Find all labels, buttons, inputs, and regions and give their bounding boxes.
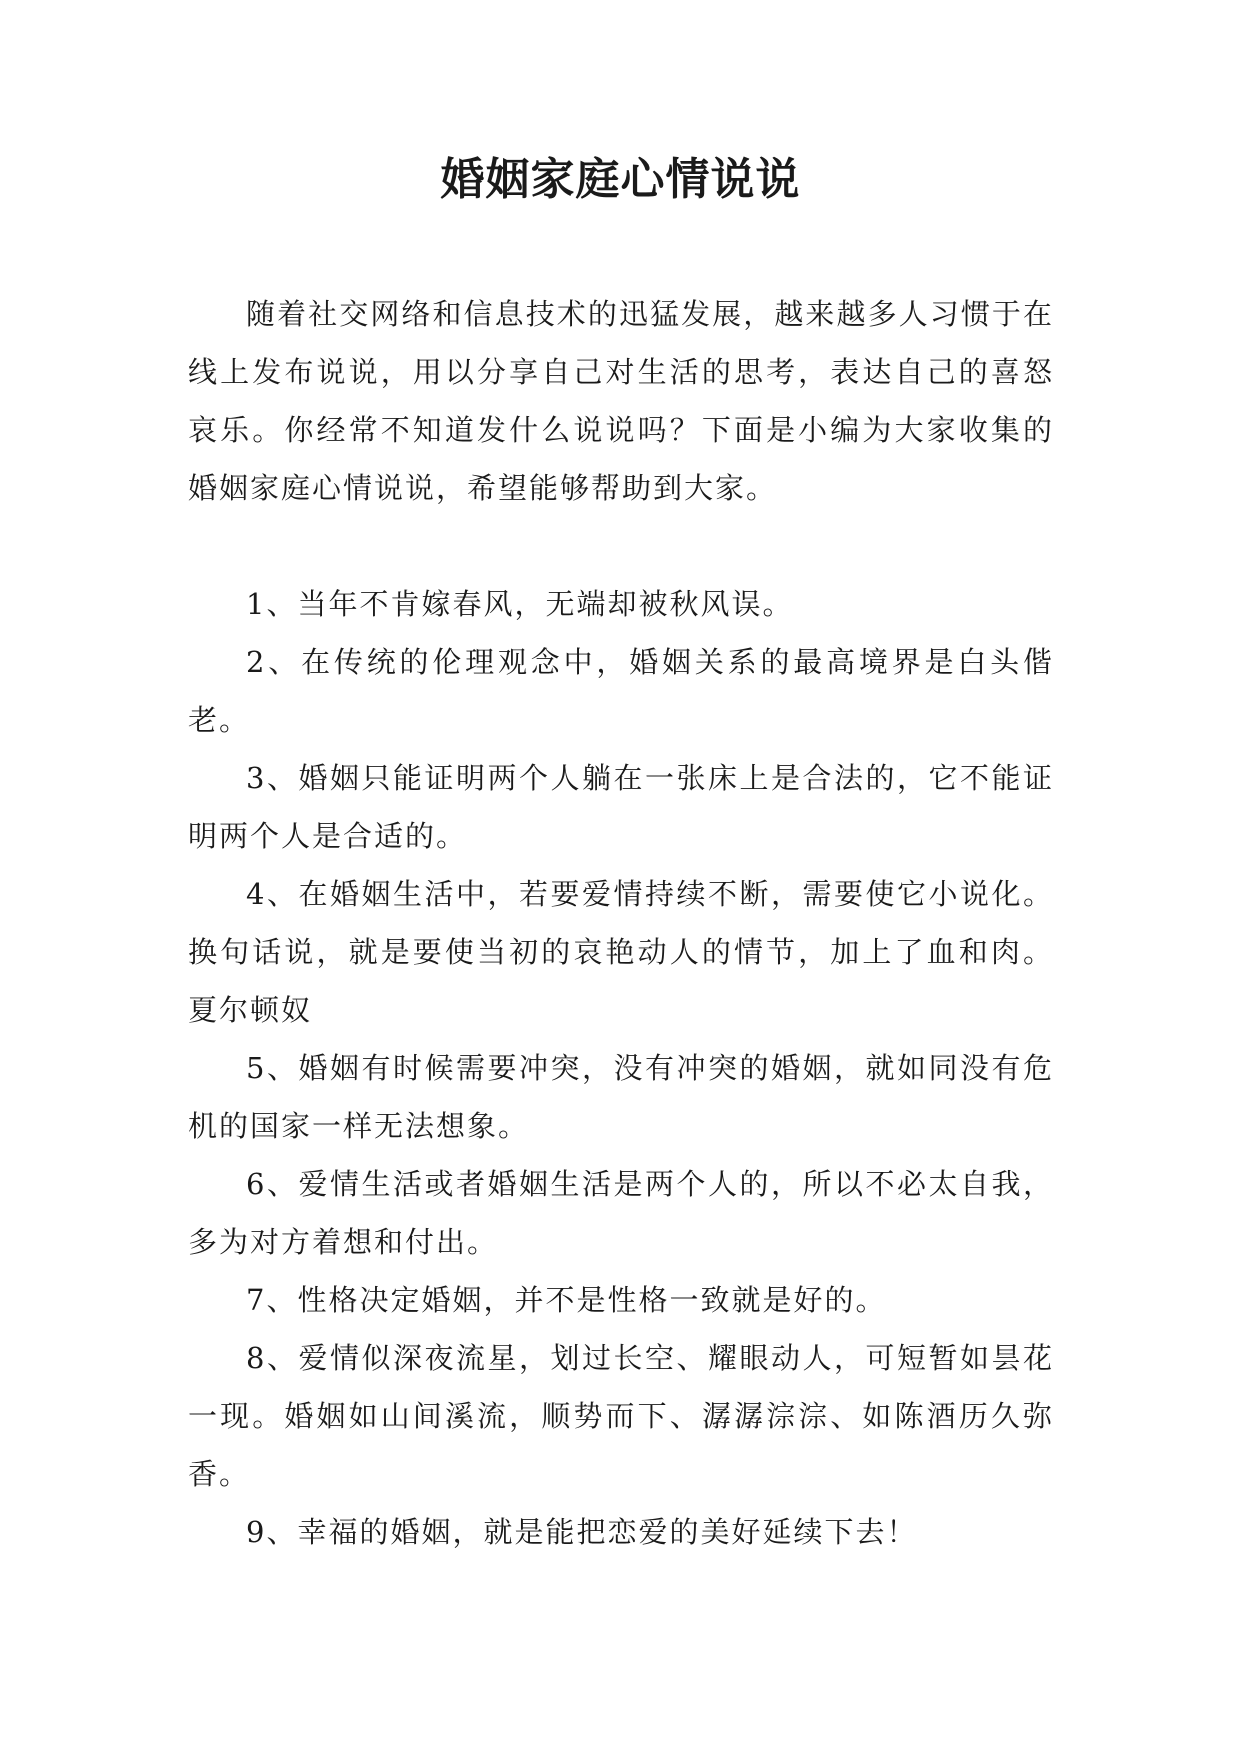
list-item: 9、幸福的婚姻，就是能把恋爱的美好延续下去！ bbox=[246, 1515, 918, 1549]
list-item: 8、爱情似深夜流星，划过长空、耀眼动人，可短暂如昙花一现。婚姻如山间溪流，顺势而下、潺潺淙淙、如陈酒历久弥香。 bbox=[188, 1341, 1054, 1491]
list-item: 4、在婚姻生活中，若要爱情持续不断，需要使它小说化。换句话说，就是要使当初的哀艳动人的情节，加上了血和肉。夏尔顿奴 bbox=[188, 877, 1054, 1027]
list-item: 6、爱情生活或者婚姻生活是两个人的，所以不必太自我，多为对方着想和付出。 bbox=[188, 1167, 1054, 1259]
list-item: 2、在传统的伦理观念中，婚姻关系的最高境界是白头偕老。 bbox=[188, 645, 1054, 737]
document-body bbox=[188, 285, 1054, 1561]
page-title: 婚姻家庭心情说说 bbox=[440, 154, 801, 205]
list-item: 3、婚姻只能证明两个人躺在一张床上是合法的，它不能证明两个人是合适的。 bbox=[188, 761, 1054, 853]
list-item: 7、性格决定婚姻，并不是性格一致就是好的。 bbox=[246, 1283, 887, 1317]
list-item: 1、当年不肯嫁春风，无端却被秋风误。 bbox=[246, 587, 794, 621]
list-item: 5、婚姻有时候需要冲突，没有冲突的婚姻，就如同没有危机的国家一样无法想象。 bbox=[188, 1051, 1054, 1143]
intro-paragraph: 随着社交网络和信息技术的迅猛发展，越来越多人习惯于在线上发布说说，用以分享自己对生活的思考，表达自己的喜怒哀乐。你经常不知道发什么说说吗？下面是小编为大家收集的婚姻家庭心情说说，希望能够帮助到大家。 bbox=[188, 297, 1054, 505]
